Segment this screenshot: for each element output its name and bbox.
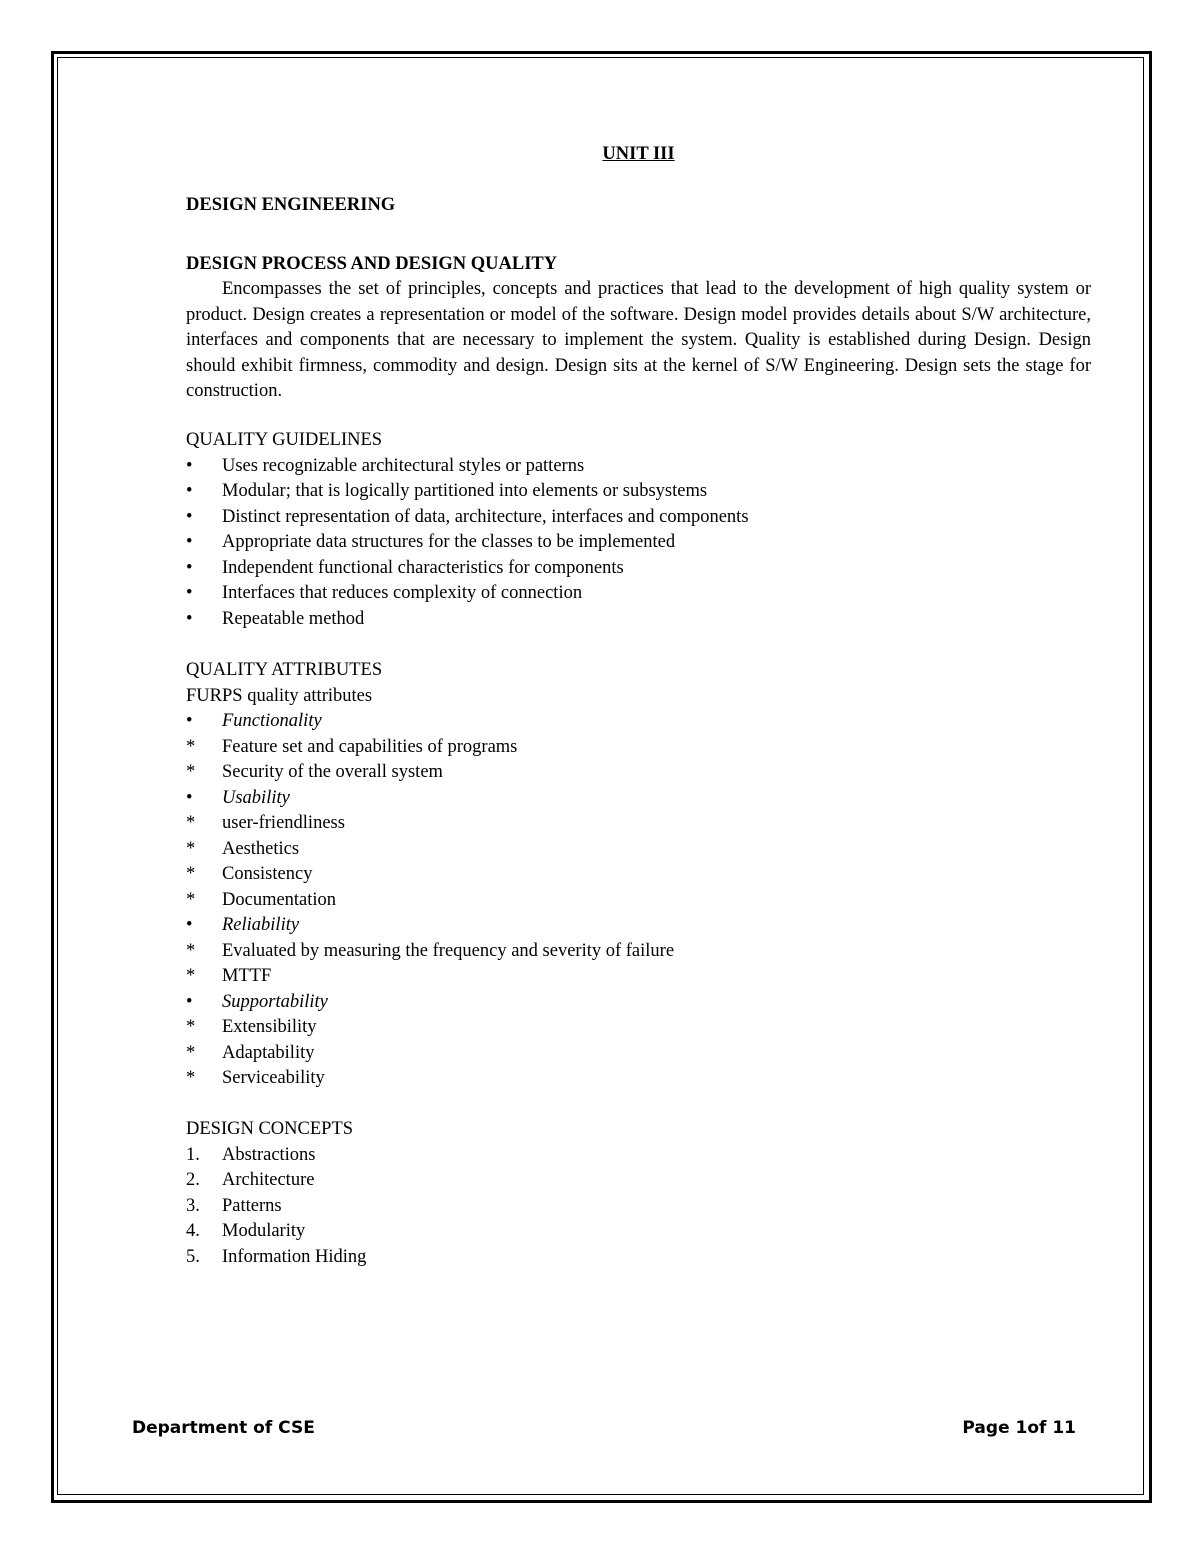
bullet-icon: •: [186, 711, 193, 731]
bullet-icon: •: [186, 915, 193, 935]
list-item-text: Interfaces that reduces complexity of connection: [222, 583, 583, 603]
quality-guidelines-list: [186, 454, 1091, 633]
quality-attributes-subtitle: FURPS quality attributes: [186, 685, 373, 706]
list-number: 4.: [186, 1221, 200, 1241]
bullet-icon: •: [186, 787, 193, 808]
asterisk-marker: *: [186, 1017, 196, 1037]
heading-design-engineering: DESIGN ENGINEERING: [186, 195, 396, 215]
list-item: [186, 1143, 1091, 1169]
list-item: [186, 1015, 1091, 1041]
bullet-icon: •: [186, 455, 193, 476]
footer-department: Department of CSE: [132, 1418, 315, 1438]
unit-title: UNIT III: [602, 144, 675, 164]
bullet-icon: •: [186, 481, 193, 501]
list-item-text: Supportability: [222, 991, 328, 1012]
list-item: [186, 1194, 1091, 1220]
list-item: [186, 607, 1091, 633]
list-item-text: Extensibility: [222, 1017, 317, 1037]
asterisk-marker: *: [186, 966, 196, 986]
bullet-icon: •: [186, 506, 193, 527]
list-item: [186, 862, 1091, 888]
list-item: [186, 1219, 1091, 1245]
list-item-text: Consistency: [222, 864, 313, 884]
asterisk-marker: *: [186, 1068, 196, 1088]
list-item-text: Modularity: [222, 1221, 306, 1241]
list-item-text: Independent functional characteristics for components: [222, 557, 624, 578]
design-concepts-title: DESIGN CONCEPTS: [186, 1119, 354, 1139]
list-item-text: Distinct representation of data, architecture, interfaces and components: [222, 506, 749, 527]
list-item: [186, 760, 1091, 786]
list-item-text: Evaluated by measuring the frequency and severity of failure: [222, 940, 675, 961]
asterisk-marker: *: [186, 736, 196, 757]
asterisk-marker: *: [186, 1042, 196, 1063]
list-item: [186, 735, 1091, 761]
list-item: [186, 1041, 1091, 1067]
list-item-text: Architecture: [222, 1170, 315, 1190]
bullet-icon: •: [186, 991, 193, 1012]
asterisk-marker: *: [186, 813, 196, 833]
footer-page-number: Page 1of 11: [962, 1418, 1076, 1438]
asterisk-marker: *: [186, 889, 196, 910]
quality-attributes-section: [186, 658, 1091, 1092]
list-item-text: Abstractions: [222, 1144, 316, 1165]
list-item-text: Appropriate data structures for the classes to be implemented: [222, 532, 676, 552]
bullet-icon: •: [186, 532, 193, 552]
list-item: [186, 479, 1091, 505]
list-item-text: Modular; that is logically partitioned into elements or subsystems: [222, 481, 708, 501]
list-item: [186, 939, 1091, 965]
list-item: [186, 1066, 1091, 1092]
asterisk-marker: *: [186, 940, 196, 961]
list-item-text: Adaptability: [222, 1042, 315, 1063]
list-item-text: Aesthetics: [222, 838, 300, 859]
list-item: [186, 913, 1091, 939]
list-item-text: Functionality: [222, 711, 322, 731]
list-item-text: user-friendliness: [222, 813, 345, 833]
list-item-text: Repeatable method: [222, 608, 365, 629]
list-item: [186, 990, 1091, 1016]
list-item: [186, 1245, 1091, 1271]
intro-paragraph: Encompasses the set of principles, concepts and practices that lead to the development of high quality system or product. Design creates a representation or model of the software. Design model provides details about S/W architecture, interfaces and components that are necessary to implement the system. Quality is established during Design. Design should exhibit firmness, commodity and design. Design sits at the kernel of S/W Engineering. Design sets the stage for construction.: [186, 279, 1091, 401]
list-item-text: Reliability: [222, 915, 300, 935]
bullet-icon: •: [186, 583, 193, 603]
list-number: 2.: [186, 1170, 200, 1190]
list-item-text: Information Hiding: [222, 1246, 367, 1267]
list-item: [186, 454, 1091, 480]
list-item-text: Uses recognizable architectural styles or patterns: [222, 455, 585, 476]
list-item: [186, 811, 1091, 837]
bullet-icon: •: [186, 557, 193, 578]
list-item: [186, 505, 1091, 531]
design-concepts-section: [186, 1117, 1091, 1270]
list-item: [186, 888, 1091, 914]
quality-attributes-list: [186, 709, 1091, 1092]
quality-attributes-title: QUALITY ATTRIBUTES: [186, 660, 383, 680]
list-number: 3.: [186, 1195, 200, 1216]
list-item-text: Feature set and capabilities of programs: [222, 736, 518, 757]
list-item-text: Usability: [222, 787, 290, 808]
list-item: [186, 581, 1091, 607]
list-item-text: Serviceability: [222, 1068, 325, 1088]
asterisk-marker: *: [186, 838, 196, 859]
list-item-text: Documentation: [222, 889, 337, 910]
asterisk-marker: *: [186, 762, 196, 782]
list-item: [186, 709, 1091, 735]
list-item: [186, 530, 1091, 556]
list-item-text: Patterns: [222, 1195, 282, 1216]
asterisk-marker: *: [186, 864, 196, 884]
list-item: [186, 837, 1091, 863]
design-concepts-list: [186, 1143, 1091, 1271]
list-number: 5.: [186, 1246, 200, 1267]
quality-guidelines-section: [186, 428, 1091, 632]
list-item: [186, 786, 1091, 812]
list-item: [186, 556, 1091, 582]
list-item: [186, 1168, 1091, 1194]
list-number: 1.: [186, 1144, 200, 1165]
list-item: [186, 964, 1091, 990]
list-item-text: MTTF: [222, 966, 272, 986]
list-item-text: Security of the overall system: [222, 762, 443, 782]
quality-guidelines-title: QUALITY GUIDELINES: [186, 430, 383, 450]
heading-design-process: DESIGN PROCESS AND DESIGN QUALITY: [186, 254, 558, 274]
bullet-icon: •: [186, 608, 193, 629]
